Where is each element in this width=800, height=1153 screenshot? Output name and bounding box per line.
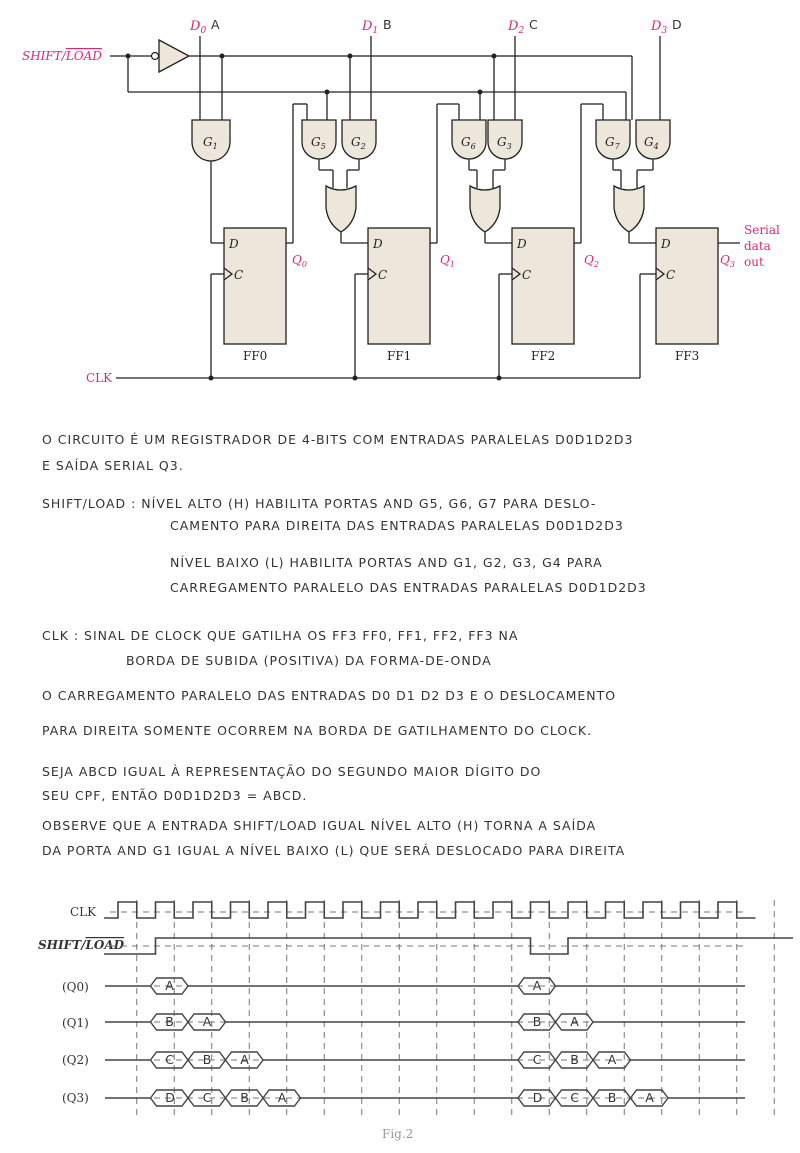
svg-text:out: out [744,255,764,269]
svg-text:FF2: FF2 [531,349,556,363]
svg-text:C: C [378,268,388,282]
bus-cell-label: D [165,1090,176,1105]
svg-text:FF3: FF3 [675,349,700,363]
bus-cell-label: A [607,1052,618,1067]
bus-cell-label: A [645,1090,655,1105]
clk-label: CLK [86,371,113,385]
svg-text:D0: $D_0$ [190,19,207,36]
svg-text:(Q0): (Q0) [62,980,89,994]
svg-text:(Q2): (Q2) [62,1053,89,1067]
timing-diagram [38,900,793,1141]
clk-wave-path [104,902,756,918]
bus-cell-label: A [532,978,543,993]
flipflop-ff3 [656,228,718,363]
bus-cell-label: B [532,1014,543,1029]
bus-cell-label: D [532,1090,544,1105]
inverter-buffer [159,40,189,72]
svg-text:C: C [234,268,244,282]
or-gate-2 [470,186,500,232]
note-line-9: O CARREGAMENTO PARALELO DAS ENTRADAS D0 D1 D2 D3 E O DESLOCAMENTO [42,688,617,703]
flipflop-ff2 [512,228,574,363]
note-line-11: SEJA ABCD IGUAL À REPRESENTAÇÃO DO SEGUNDO MAIOR DÍGITO DO [42,764,542,779]
q-row-segment [518,1090,668,1106]
bus-cell-label: B [570,1052,580,1067]
svg-text:CLK: CLK [70,905,97,919]
circuit-diagram [22,17,780,385]
and-gate-g2 [342,120,376,159]
note-line-14: DA PORTA AND G1 IGUAL A NÍVEL BAIXO (L) QUE SERÁ DESLOCADO PARA DIREITA [42,843,626,858]
bus-cell-label: C [532,1052,543,1067]
svg-text:data: data [744,239,771,253]
and-gate-g1 [192,120,230,161]
svg-text:C: C [529,17,539,32]
bus-cell-label: B [165,1014,175,1029]
and-gate-g4 [636,120,670,159]
note-line-6: CARREGAMENTO PARALELO DAS ENTRADAS PARALELAS D0D1D2D3 [170,580,647,595]
note-line-8: BORDA DE SUBIDA (POSITIVA) DA FORMA-DE-ONDA [126,653,492,668]
figure-caption: Fig.2 [382,1127,414,1141]
svg-text:G2: $G_2$ [351,135,366,151]
and-gate-g7 [596,120,630,159]
timing-grid [110,900,774,1118]
and-gate-g5 [302,120,336,159]
or-gate-3 [614,186,644,232]
q0-label: $Q_0$ [292,253,307,269]
svg-text:D: D [661,237,671,251]
svg-text:D: D [517,237,527,251]
note-line-5: NÍVEL BAIXO (L) HABILITA PORTAS AND G1, G2, G3, G4 PARA [170,555,603,570]
note-line-10: PARA DIREITA SOMENTE OCORREM NA BORDA DE GATILHAMENTO DO CLOCK. [42,723,593,738]
svg-text:Serial: Serial [744,223,780,237]
svg-text:G5: $G_5$ [311,135,326,151]
shift-load-waveform [104,938,793,954]
note-line-7: CLK : SINAL DE CLOCK QUE GATILHA OS FF3 FF0, FF1, FF2, FF3 NA [42,628,519,643]
svg-text:SHIFT/LOAD: SHIFT/LOAD [38,938,125,952]
svg-text:D: D [672,17,683,32]
svg-text:G7: $G_7$ [605,135,620,151]
svg-text:G3: $G_3$ [497,135,512,151]
svg-text:C: C [522,268,532,282]
clk-waveform [104,902,756,918]
q-row-segment [151,1090,301,1106]
bus-cell-label: A [570,1014,580,1029]
svg-text:D: D [373,237,383,251]
svg-text:FF1: FF1 [387,349,412,363]
svg-text:D: D [229,237,239,251]
serial-data-out-label [744,223,780,269]
bus-cell-label: C [202,1090,213,1105]
svg-text:B: B [383,17,393,32]
note-line-4: CAMENTO PARA DIREITA DAS ENTRADAS PARALELAS D0D1D2D3 [170,518,624,533]
svg-text:G4: $G_4$ [644,135,659,151]
bus-cell-label: A [202,1014,213,1029]
bus-cell-label: A [165,978,175,993]
q-waveforms [105,978,745,1106]
svg-text:FF0: FF0 [243,349,268,363]
svg-text:(Q1): (Q1) [62,1016,89,1030]
bus-cell-label: B [202,1052,213,1067]
bus-cell-label: C [165,1052,175,1067]
bus-cell-label: C [570,1090,580,1105]
timing-labels [38,905,125,1105]
and-gate-g3 [488,120,522,159]
bus-cell-label: B [607,1090,618,1105]
q2-label: $Q_2$ [584,253,599,269]
svg-text:G6: $G_6$ [461,135,476,151]
flipflop-ff1 [368,228,430,363]
input-labels [189,17,683,36]
bus-cell-label: A [277,1090,288,1105]
shift-load-label [22,49,102,63]
svg-text:G1: $G_1$ [203,135,218,151]
note-line-3: SHIFT/LOAD : NÍVEL ALTO (H) HABILITA PORTAS AND G5, G6, G7 PARA DESLO- [42,496,597,511]
bus-cell-label: B [240,1090,250,1105]
svg-text:D2: $D_2$ [508,19,525,36]
flipflop-ff0 [224,228,286,363]
shift-load-path [104,938,793,954]
q1-label: $Q_1$ [440,253,455,269]
svg-text:A: A [211,17,221,32]
svg-text:(Q3): (Q3) [62,1091,89,1105]
bus-cell-label: A [240,1052,250,1067]
note-line-1: O CIRCUITO É UM REGISTRADOR DE 4-BITS COM ENTRADAS PARALELAS D0D1D2D3 [42,432,634,447]
note-line-2: E SAÍDA SERIAL Q3. [42,458,184,473]
svg-text:D3: $D_3$ [651,19,668,36]
and-gate-g6 [452,120,486,159]
q3-label: $Q_3$ [720,253,735,269]
or-gate-1 [326,186,356,232]
svg-text:D1: $D_1$ [362,19,379,36]
q-row-segment [151,1052,264,1068]
q-row-segment [518,1052,631,1068]
load-label-part: LOAD [65,49,102,63]
svg-text:C: C [666,268,676,282]
handwritten-notes [42,432,647,858]
shift-label-part: SHIFT/ [22,49,66,63]
note-line-13: OBSERVE QUE A ENTRADA SHIFT/LOAD IGUAL NÍVEL ALTO (H) TORNA A SAÍDA [42,818,597,833]
note-line-12: SEU CPF, ENTÃO D0D1D2D3 = ABCD. [42,788,308,803]
q-row-segment [518,978,556,994]
